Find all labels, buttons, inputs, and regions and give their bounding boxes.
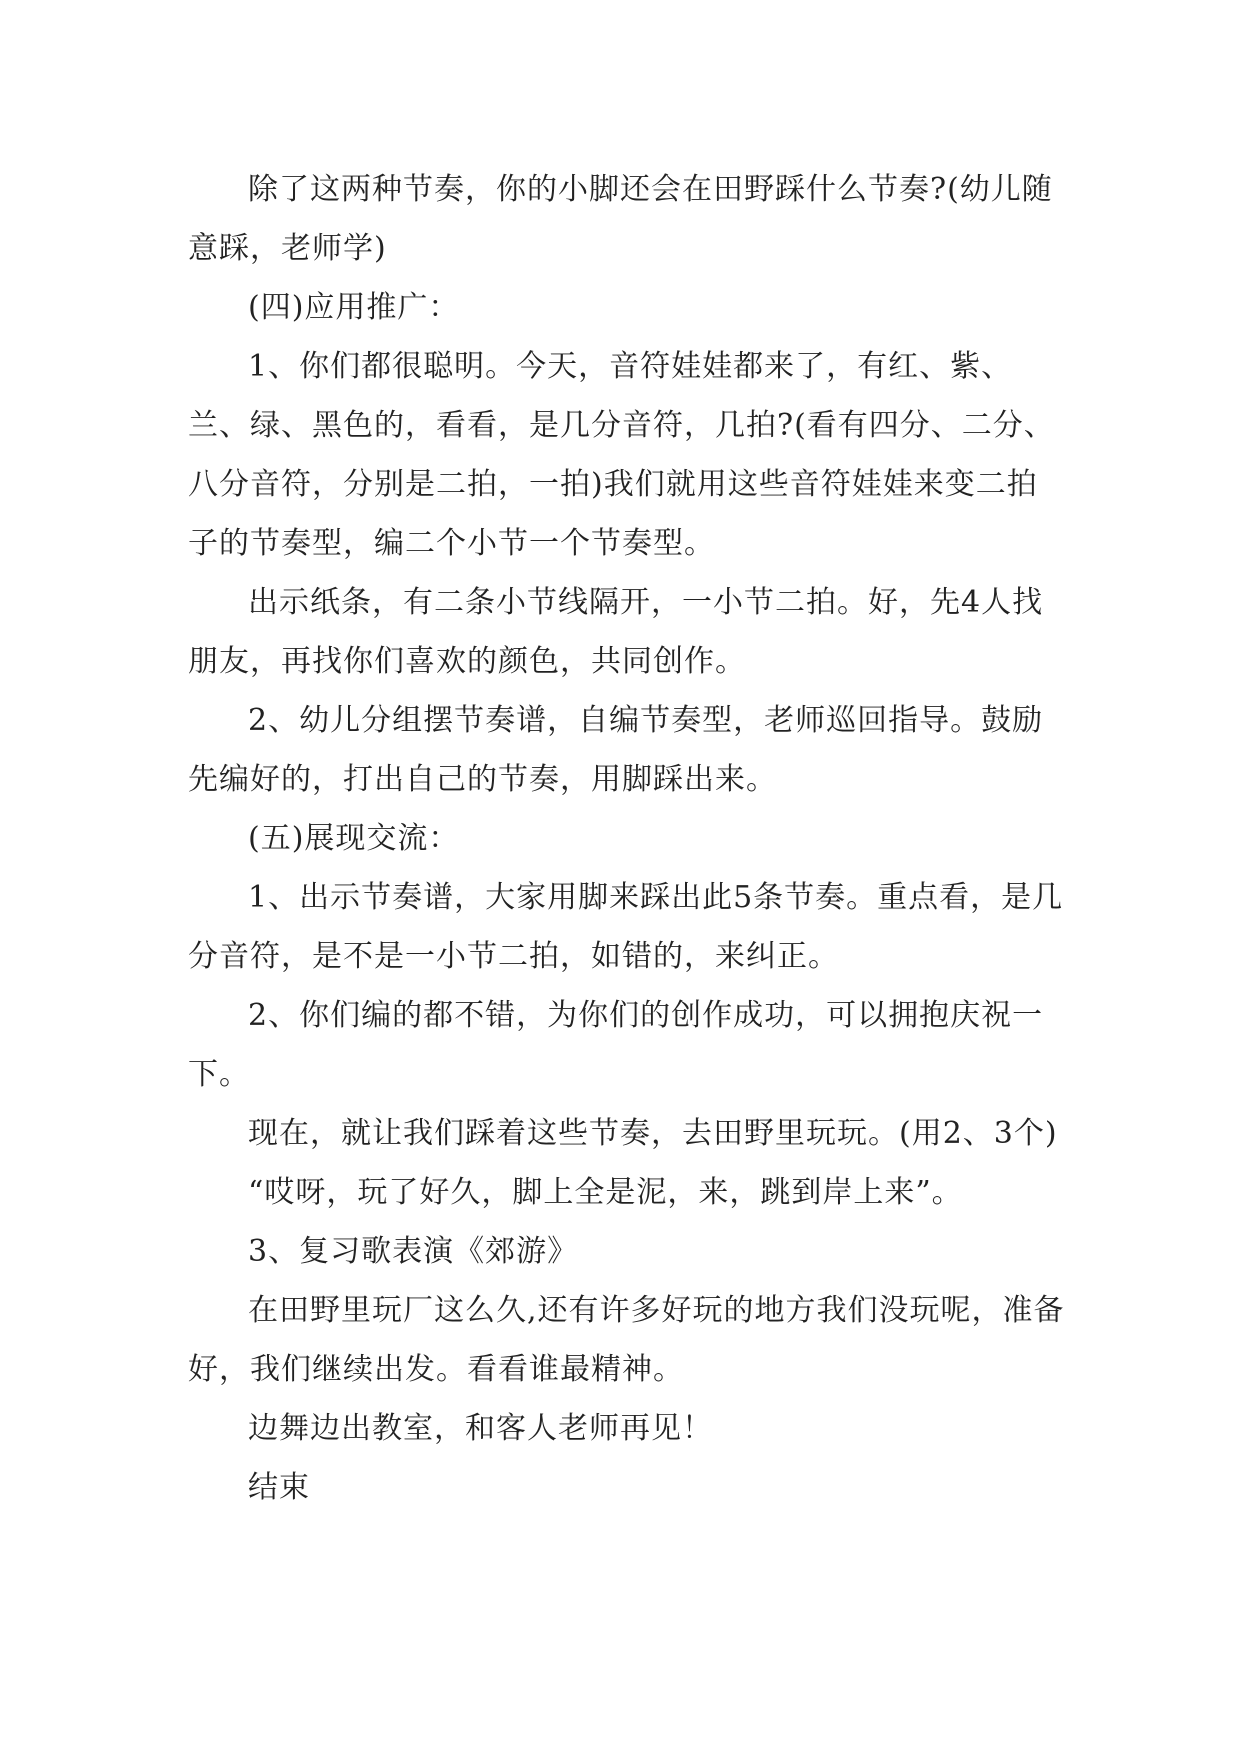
paragraph-9: 现在，就让我们踩着这些节奏，去田野里玩玩。(用2、3个) <box>248 1116 1058 1151</box>
paragraph-1: 除了这两种节奏，你的小脚还会在田野踩什么节奏?(幼儿随意踩，老师学) <box>188 172 1053 266</box>
paragraph-6: (五)展现交流： <box>248 821 460 856</box>
paragraph-12: 在田野里玩厂这么久,还有许多好玩的地方我们没玩呢，准备好，我们继续出发。看看谁最精神。 <box>188 1293 1065 1387</box>
paragraph-3: 1、你们都很聪明。今天，音符娃娃都来了，有红、紫、兰、绿、黑色的，看看，是几分音符，几拍?(看有四分、二分、八分音符，分别是二拍，一拍)我们就用这些音符娃娃来变二拍子的节奏型，编二个小节一个节奏型。 <box>188 349 1055 561</box>
document-body <box>188 160 1068 1517</box>
paragraph-11: 3、复习歌表演《郊游》 <box>248 1234 579 1269</box>
paragraph-2: (四)应用推广： <box>248 290 460 325</box>
paragraph-13: 边舞边出教室，和客人老师再见！ <box>248 1411 713 1446</box>
paragraph-4: 出示纸条，有二条小节线隔开，一小节二拍。好，先4人找朋友，再找你们喜欢的颜色，共同创作。 <box>188 585 1044 679</box>
paragraph-7: 1、出示节奏谱，大家用脚来踩出此5条节奏。重点看，是几分音符，是不是一小节二拍，如错的，来纠正。 <box>188 880 1064 974</box>
paragraph-8: 2、你们编的都不错，为你们的创作成功，可以拥抱庆祝一下。 <box>188 998 1044 1092</box>
paragraph-10: “哎呀，玩了好久，脚上全是泥，来，跳到岸上来”。 <box>248 1175 963 1210</box>
paragraph-14: 结束 <box>248 1470 310 1505</box>
paragraph-5: 2、幼儿分组摆节奏谱，自编节奏型，老师巡回指导。鼓励先编好的，打出自己的节奏，用脚踩出来。 <box>188 703 1044 797</box>
